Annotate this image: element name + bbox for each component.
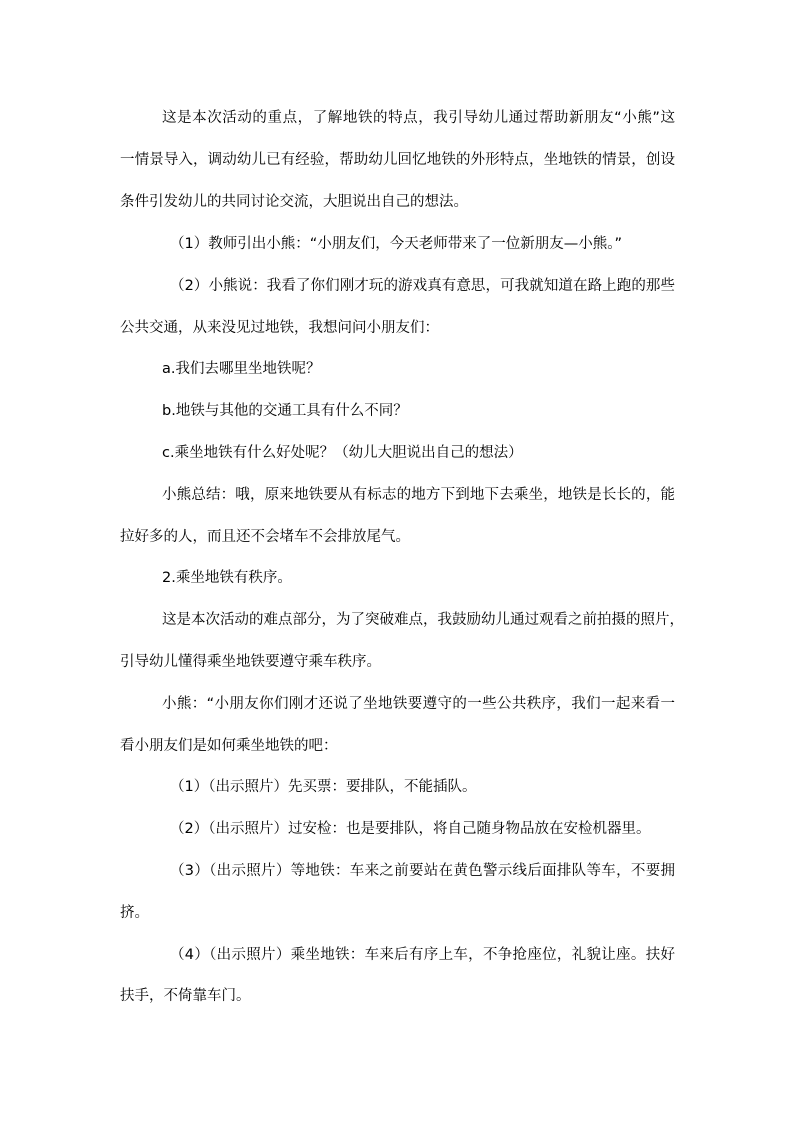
- paragraph-line: （2）小熊说：我看了你们刚才玩的游戏真有意思，可我就知道在路上跑的那些: [170, 278, 675, 294]
- paragraph-line: 小熊总结：哦，原来地铁要从有标志的地方下到地下去乘坐，地铁是长长的，能: [162, 487, 675, 503]
- list-item: a.我们去哪里坐地铁呢？: [162, 361, 321, 377]
- list-item: （3）（出示照片）等地铁：车来之前要站在黄色警示线后面排队等车，不要拥: [170, 863, 675, 879]
- paragraph-line: 这是本次活动的重点，了解地铁的特点，我引导幼儿通过帮助新朋友“小熊”这: [162, 110, 675, 126]
- list-item: （2）（出示照片）过安检：也是要排队，将自己随身物品放在安检机器里。: [170, 821, 651, 837]
- list-item: （1）（出示照片）先买票：要排队，不能插队。: [170, 779, 477, 795]
- paragraph-line: 公共交通，从来没见过地铁，我想问问小朋友们：: [120, 320, 439, 336]
- paragraph-line: 小熊：“小朋友你们刚才还说了坐地铁要遵守的一些公共秩序，我们一起来看一: [162, 696, 675, 712]
- paragraph-line: 挤。: [120, 905, 149, 921]
- paragraph-line: 扶手，不倚靠车门。: [120, 988, 251, 1004]
- paragraph-line: （1）教师引出小熊：“小朋友们，今天老师带来了一位新朋友—小熊。”: [170, 236, 622, 252]
- paragraph-line: 看小朋友们是如何乘坐地铁的吧：: [120, 738, 338, 754]
- paragraph-line: 引导幼儿懂得乘坐地铁要遵守乘车秩序。: [120, 654, 381, 670]
- paragraph-line: 拉好多的人，而且还不会堵车不会排放尾气。: [120, 529, 410, 545]
- paragraph-line: 这是本次活动的难点部分，为了突破难点，我鼓励幼儿通过观看之前拍摄的照片，: [162, 612, 684, 628]
- list-item: b.地铁与其他的交通工具有什么不同？: [162, 403, 408, 419]
- list-item: （4）（出示照片）乘坐地铁：车来后有序上车，不争抢座位，礼貌让座。扶好: [170, 947, 675, 963]
- section-heading: 2.乘坐地铁有秩序。: [162, 570, 292, 586]
- paragraph-line: 条件引发幼儿的共同讨论交流，大胆说出自己的想法。: [120, 194, 468, 210]
- paragraph-line: 一情景导入，调动幼儿已有经验，帮助幼儿回忆地铁的外形特点，坐地铁的情景，创设: [120, 152, 675, 168]
- list-item: c.乘坐地铁有什么好处呢？（幼儿大胆说出自己的想法）: [162, 445, 523, 461]
